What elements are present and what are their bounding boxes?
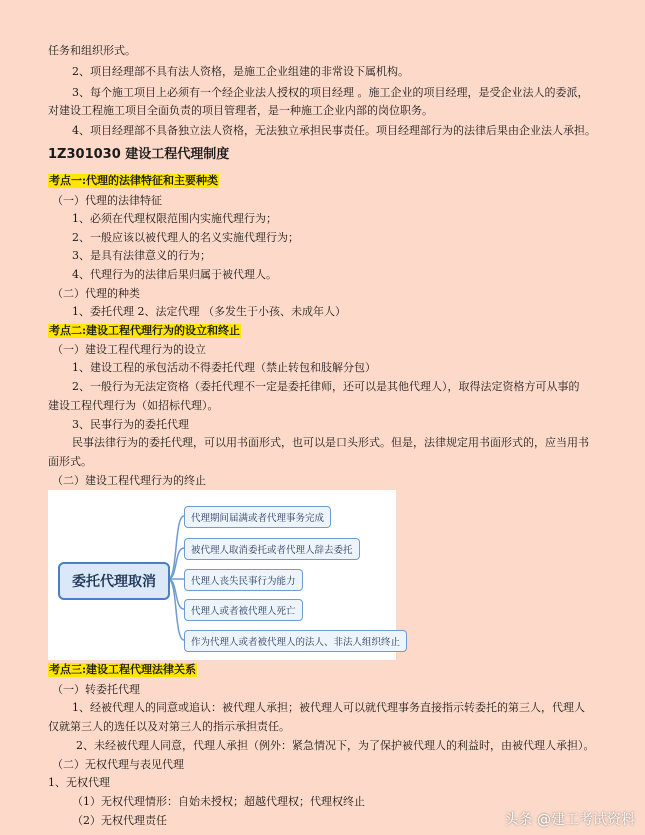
text-line: 3、民事行为的委托代理 <box>72 418 189 431</box>
key-point-heading: 考点二:建设工程代理行为的设立和终止 <box>49 324 241 337</box>
text-line: 2、未经被代理人同意，代理人承担（例外：紧急情况下，为了保护被代理人的利益时，由被代理人承担）。 <box>76 739 595 752</box>
leaf-node: 代理人或者被代理人死亡 <box>184 599 303 621</box>
leaf-node: 作为代理人或者被代理人的法人、非法人组织终止 <box>184 630 407 652</box>
text-line: 1、委托代理 2、法定代理 （多发生于小孩、未成年人） <box>72 305 346 318</box>
text-line: 3、每个施工项目上必须有一个经企业法人授权的项目经理 。施工企业的项目经理，是受企业法人的委派， <box>72 86 589 99</box>
text-line: 4、项目经理部不具备独立法人资格，无法独立承担民事责任。项目经理部行为的法律后果由企业法人承担。 <box>72 124 596 137</box>
text-line: （2）无权代理责任 <box>72 814 167 827</box>
mind-map-diagram <box>48 490 401 660</box>
text-line: 任务和组织形式。 <box>48 44 136 57</box>
text-line: 2、一般应该以被代理人的名义实施代理行为； <box>72 231 299 244</box>
text-line: （一）转委托代理 <box>52 683 140 696</box>
text-line: 2、项目经理部不具有法人资格，是施工企业组建的非常设下属机构。 <box>72 65 409 78</box>
text-line: 3、是具有法律意义的行为； <box>72 249 211 262</box>
text-line: 1、必须在代理权限范围内实施代理行为； <box>72 212 277 225</box>
text-line: （1）无权代理情形：自始未授权；超越代理权；代理权终止 <box>72 795 365 808</box>
watermark: 头条 @建工考试资料 <box>504 812 635 828</box>
leaf-node: 代理人丧失民事行为能力 <box>184 569 303 591</box>
text-line: 4、代理行为的法律后果归属于被代理人。 <box>72 268 277 281</box>
text-line: 建设工程代理行为（如招标代理）。 <box>48 399 219 412</box>
leaf-node: 代理期间届满或者代理事务完成 <box>184 506 331 528</box>
text-line: （二）无权代理与表见代理 <box>52 758 184 771</box>
text-line: 1、经被代理人的同意或追认：被代理人承担；被代理人可以就代理事务直接指示转委托的第三人，代理人 <box>72 701 585 714</box>
key-point-heading: 考点一:代理的法律特征和主要种类 <box>49 174 219 187</box>
key-point-heading: 考点三:建设工程代理法律关系 <box>49 663 197 676</box>
leaf-node: 被代理人取消委托或者代理人辞去委托 <box>184 538 360 560</box>
text-line: 面形式。 <box>48 455 92 468</box>
text-line: （二）代理的种类 <box>52 287 140 300</box>
text-line: （二）建设工程代理行为的终止 <box>52 474 206 487</box>
text-line: 1、无权代理 <box>48 776 110 789</box>
text-line: 仅就第三人的选任以及对第三人的指示承担责任。 <box>48 720 290 733</box>
text-line: 民事法律行为的委托代理，可以用书面形式，也可以是口头形式。但是，法律规定用书面形式的，应当用书 <box>72 436 589 449</box>
text-line: 1、建设工程的承包活动不得委托代理（禁止转包和肢解分包） <box>72 361 376 374</box>
text-line: 对建设工程施工项目全面负责的项目管理者，是一种施工企业内部的岗位职务。 <box>48 104 433 117</box>
text-line: 2、一般行为无法定资格（委托代理不一定是委托律师，还可以是其他代理人），取得法定资格方可从事的 <box>72 380 580 393</box>
text-line: （一）代理的法律特征 <box>52 194 162 207</box>
text-line: （一）建设工程代理行为的设立 <box>52 343 206 356</box>
section-title: 1Z301030 建设工程代理制度 <box>48 147 230 162</box>
main-node: 委托代理取消 <box>58 562 170 600</box>
